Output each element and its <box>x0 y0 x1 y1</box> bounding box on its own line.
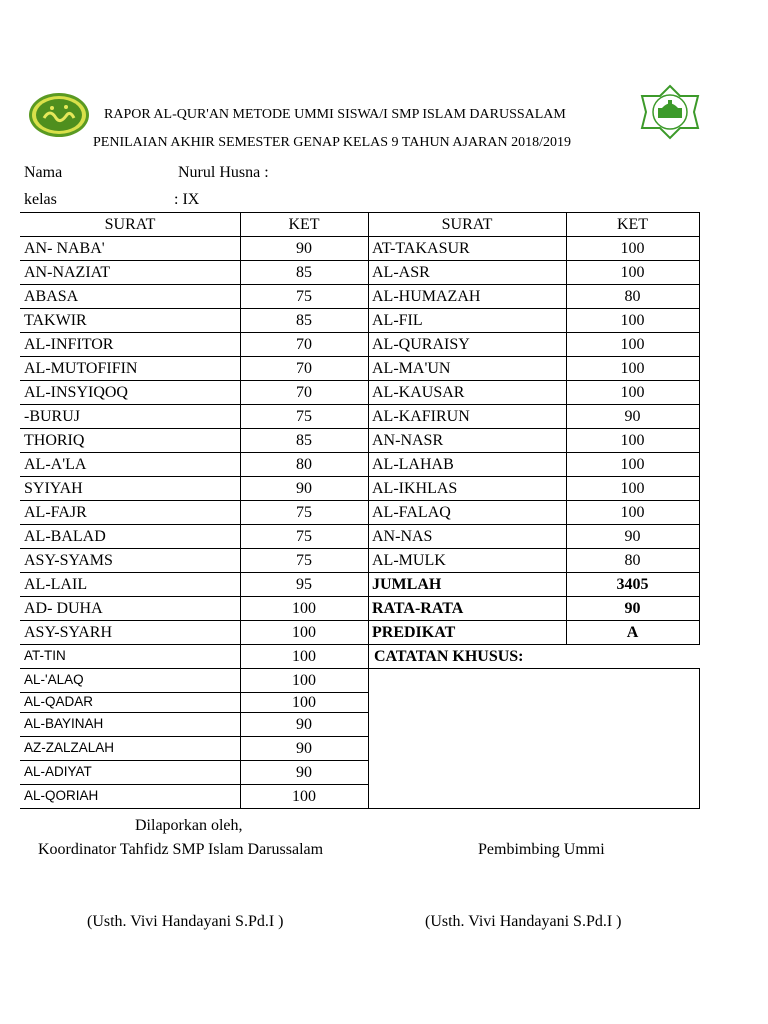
surat-score-right: 100 <box>620 336 645 353</box>
col-header-surat-left: SURAT <box>104 216 156 233</box>
name-label: Nama <box>24 164 63 181</box>
notes-label: CATATAN KHUSUS: <box>374 648 524 665</box>
row-line-left <box>20 308 368 309</box>
surat-score-right: 100 <box>620 240 645 257</box>
surat-score-right: 100 <box>620 480 645 497</box>
surat-score-right: 100 <box>620 504 645 521</box>
row-line-left <box>20 500 368 501</box>
surat-score-right: 90 <box>624 408 641 425</box>
row-line-left <box>20 452 368 453</box>
row-line-left <box>20 260 368 261</box>
surat-score-right: 100 <box>620 432 645 449</box>
summary-value-0: 3405 <box>616 576 649 593</box>
summary-value-2: A <box>626 624 639 641</box>
row-line-right <box>368 620 700 621</box>
surat-score-right: 80 <box>624 552 641 569</box>
surat-score-left: 70 <box>296 336 312 353</box>
surat-name-left: AZ-ZALZALAH <box>24 740 115 755</box>
row-line-right <box>368 428 700 429</box>
surat-score-left: 90 <box>296 764 312 781</box>
surat-score-left: 100 <box>292 672 316 689</box>
table-bottom-left <box>20 808 369 809</box>
row-line-right <box>368 596 700 597</box>
row-line-right <box>368 308 700 309</box>
row-line-left <box>20 476 368 477</box>
row-line-right <box>368 524 700 525</box>
surat-name-left: AL-ADIYAT <box>24 764 92 779</box>
surat-score-left: 100 <box>292 788 316 805</box>
surat-name-left: AT-TIN <box>24 648 66 663</box>
table-top-border <box>20 212 700 213</box>
coordinator-title: Koordinator Tahfidz SMP Islam Darussalam <box>38 841 324 858</box>
surat-score-left: 100 <box>292 648 316 665</box>
school-logo <box>636 84 704 140</box>
table-right-border <box>699 212 700 645</box>
surat-name-left: TAKWIR <box>24 312 87 329</box>
surat-name-left: AL-LAIL <box>24 576 88 593</box>
row-line-right <box>368 404 700 405</box>
row-line-left <box>20 620 368 621</box>
surat-score-left: 100 <box>292 624 316 641</box>
surat-score-left: 70 <box>296 360 312 377</box>
surat-score-left: 75 <box>296 288 312 305</box>
surat-name-left: AL-'ALAQ <box>24 672 84 687</box>
surat-score-left: 90 <box>296 480 312 497</box>
surat-name-left: THORIQ <box>24 432 85 449</box>
surat-score-left: 70 <box>296 384 312 401</box>
row-line-left <box>20 572 368 573</box>
notes-box-top <box>368 668 700 669</box>
surat-score-left: 100 <box>292 600 316 617</box>
summary-bottom <box>368 644 700 645</box>
row-line-left <box>20 644 368 645</box>
surat-name-right: AL-FALAQ <box>372 504 451 521</box>
row-line-right <box>368 548 700 549</box>
summary-label-2: PREDIKAT <box>372 624 456 641</box>
surat-name-right: AL-IKHLAS <box>372 480 458 497</box>
report-title: RAPOR AL-QUR'AN METODE UMMI SISWA/I SMP ISLAM DARUSSALAM <box>104 107 566 122</box>
row-line-right <box>368 500 700 501</box>
surat-name-right: AL-HUMAZAH <box>372 288 481 305</box>
mentor-name: (Usth. Vivi Handayani S.Pd.I ) <box>425 913 622 930</box>
coordinator-name: (Usth. Vivi Handayani S.Pd.I ) <box>87 913 284 930</box>
row-line-left <box>20 428 368 429</box>
surat-score-right: 100 <box>620 360 645 377</box>
surat-score-right: 100 <box>620 384 645 401</box>
row-line-left <box>20 692 368 693</box>
name-value: Nurul Husna : <box>178 164 269 181</box>
class-label: kelas <box>24 191 57 208</box>
row-line-left <box>20 784 368 785</box>
row-line-left <box>20 524 368 525</box>
surat-name-left: -BURUJ <box>24 408 81 425</box>
col-line-left-ket <box>240 212 241 808</box>
surat-name-right: AL-LAHAB <box>372 456 454 473</box>
row-line-right <box>368 284 700 285</box>
surat-score-right: 100 <box>620 264 645 281</box>
reported-by: Dilaporkan oleh, <box>135 817 243 834</box>
surat-name-left: AN-NAZIAT <box>24 264 111 281</box>
surat-score-left: 85 <box>296 432 312 449</box>
ummi-logo <box>28 92 90 138</box>
notes-box-bottom <box>368 808 700 809</box>
surat-name-right: AL-FIL <box>372 312 423 329</box>
row-line-right <box>368 380 700 381</box>
surat-score-left: 90 <box>296 740 312 757</box>
row-line-right <box>368 572 700 573</box>
row-line-right <box>368 236 700 237</box>
row-line-left <box>20 760 368 761</box>
surat-name-left: ASY-SYARH <box>24 624 113 641</box>
row-line-right <box>368 332 700 333</box>
surat-name-right: AL-KAUSAR <box>372 384 465 401</box>
surat-name-left: SYIYAH <box>24 480 83 497</box>
surat-score-left: 100 <box>292 694 316 711</box>
mentor-title: Pembimbing Ummi <box>478 841 605 858</box>
surat-name-left: AL-BALAD <box>24 528 106 545</box>
surat-name-left: ASY-SYAMS <box>24 552 113 569</box>
surat-name-left: AL-INSYIQOQ <box>24 384 128 401</box>
surat-name-left: AL-FAJR <box>24 504 87 521</box>
row-line-right <box>368 356 700 357</box>
surat-name-left: AL-QORIAH <box>24 788 99 803</box>
row-line-left <box>20 380 368 381</box>
surat-name-right: AL-MULK <box>372 552 446 569</box>
surat-name-right: AL-QURAISY <box>372 336 470 353</box>
surat-name-left: AL-BAYINAH <box>24 716 104 731</box>
col-header-surat-right: SURAT <box>441 216 493 233</box>
col-header-ket-left: KET <box>288 216 320 233</box>
col-line-middle <box>368 212 369 809</box>
surat-score-left: 90 <box>296 240 312 257</box>
surat-score-right: 90 <box>624 528 641 545</box>
surat-name-right: AN-NASR <box>372 432 444 449</box>
row-line-left <box>20 404 368 405</box>
col-header-ket-right: KET <box>616 216 649 233</box>
surat-score-left: 75 <box>296 528 312 545</box>
row-line-left <box>20 736 368 737</box>
summary-label-1: RATA-RATA <box>372 600 464 617</box>
surat-name-right: AL-ASR <box>372 264 430 281</box>
surat-score-right: 80 <box>624 288 641 305</box>
class-value: : IX <box>174 191 200 208</box>
surat-name-left: AD- DUHA <box>24 600 103 617</box>
row-line-left <box>20 548 368 549</box>
row-line-right <box>368 260 700 261</box>
summary-label-0: JUMLAH <box>372 576 442 593</box>
surat-score-right: 100 <box>620 456 645 473</box>
surat-score-left: 75 <box>296 408 312 425</box>
surat-score-left: 75 <box>296 552 312 569</box>
notes-box-right <box>699 668 700 809</box>
surat-name-left: AL-QADAR <box>24 694 94 709</box>
row-line-left <box>20 712 368 713</box>
surat-name-right: AL-KAFIRUN <box>372 408 470 425</box>
report-subtitle: PENILAIAN AKHIR SEMESTER GENAP KELAS 9 TAHUN AJARAN 2018/2019 <box>93 135 572 150</box>
row-line-left <box>20 284 368 285</box>
surat-score-left: 85 <box>296 312 312 329</box>
surat-name-left: AL-INFITOR <box>24 336 114 353</box>
surat-name-right: AN-NAS <box>372 528 433 545</box>
surat-name-left: AN- NABA' <box>24 240 105 257</box>
summary-value-1: 90 <box>624 600 641 617</box>
col-line-right-ket <box>566 212 567 644</box>
row-line-right <box>368 452 700 453</box>
row-line-left <box>20 356 368 357</box>
row-line-right <box>368 476 700 477</box>
surat-name-left: ABASA <box>24 288 79 305</box>
surat-name-right: AT-TAKASUR <box>372 240 470 257</box>
surat-name-left: AL-MUTOFIFIN <box>24 360 138 377</box>
row-line-left <box>20 668 368 669</box>
surat-name-left: AL-A'LA <box>24 456 87 473</box>
row-line-left <box>20 332 368 333</box>
surat-score-left: 80 <box>296 456 312 473</box>
row-line-left <box>20 596 368 597</box>
surat-score-right: 100 <box>620 312 645 329</box>
surat-score-left: 85 <box>296 264 312 281</box>
surat-name-right: AL-MA'UN <box>372 360 451 377</box>
surat-score-left: 95 <box>296 576 312 593</box>
surat-score-left: 90 <box>296 716 312 733</box>
surat-score-left: 75 <box>296 504 312 521</box>
